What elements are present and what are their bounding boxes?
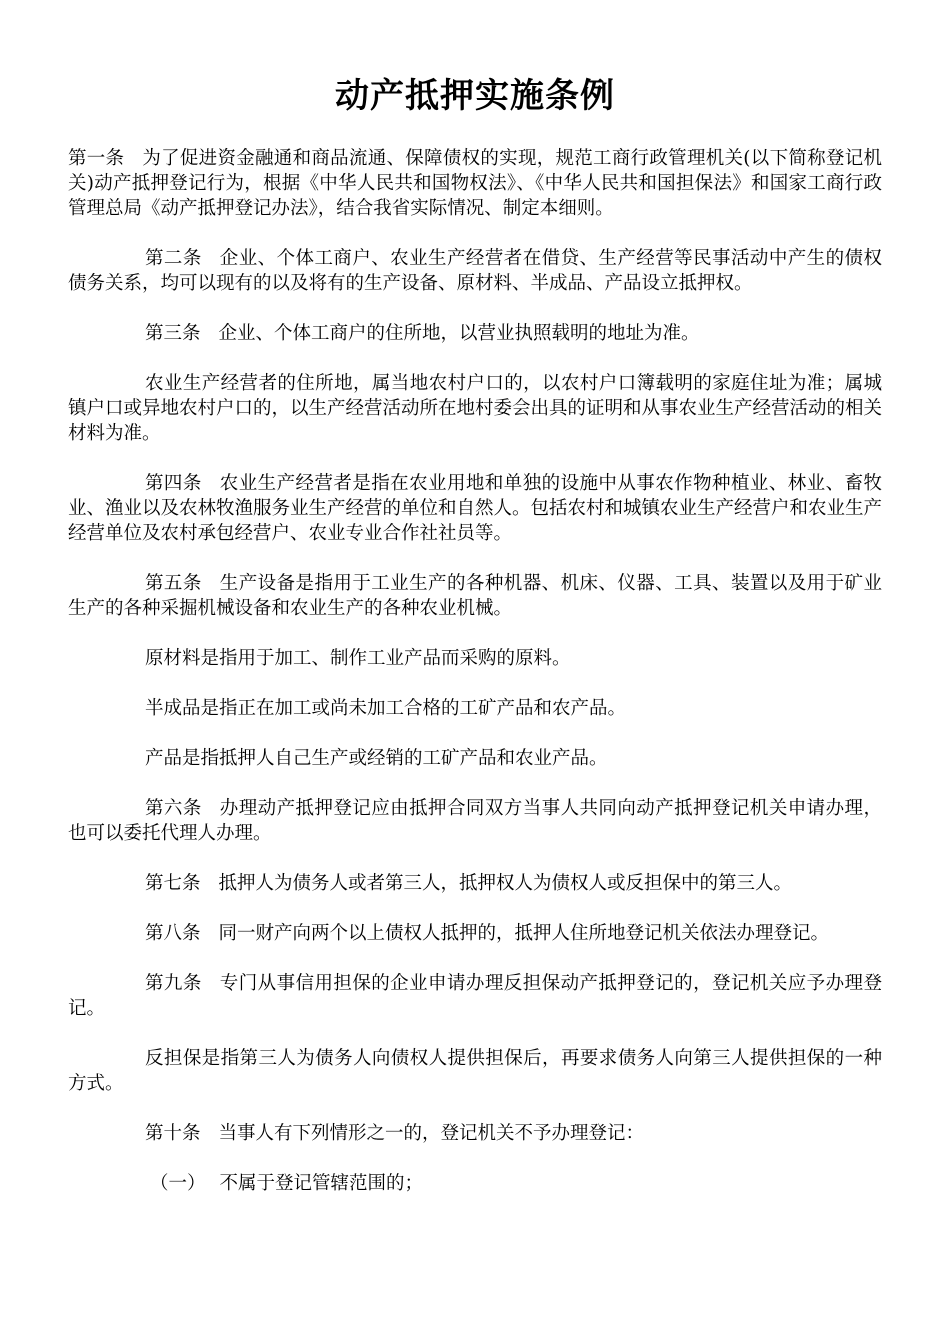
paragraph-article-4: [68, 471, 882, 546]
paragraph-article-9-cont: [68, 1046, 882, 1096]
paragraph-text: 农业生产经营者是指在农业用地和单独的设施中从事农作物种植业、林业、畜牧业、渔业以及农林牧渔服务业生产经营的单位和自然人。包括农村和城镇农业生产经营户和农业生产经营单位及农村承包经营户、农业专业合作社社员等。: [68, 473, 883, 544]
paragraph-article-6: [68, 796, 882, 846]
paragraph-text: 农业生产经营者的住所地，属当地农村户口的，以农村户口簿载明的家庭住址为准；属城镇户口或异地农村户口的，以生产经营活动所在地村委会出具的证明和从事农业生产经营活动的相关材料为准。: [68, 373, 883, 444]
paragraph-text: 半成品是指正在加工或尚未加工合格的工矿产品和农产品。: [145, 698, 627, 719]
article-number: 第四条: [145, 473, 202, 494]
paragraph-text: 企业、个体工商户、农业生产经营者在借贷、生产经营等民事活动中产生的债权债务关系，均可以现有的以及将有的生产设备、原材料、半成品、产品设立抵押权。: [68, 248, 882, 294]
article-number: 第一条: [68, 148, 125, 169]
paragraph-text: 同一财产向两个以上债权人抵押的，抵押人住所地登记机关依法办理登记。: [218, 923, 830, 944]
article-number: 第二条: [145, 248, 202, 269]
paragraph-article-5-cont-1: [68, 646, 882, 671]
paragraph-text: 企业、个体工商户的住所地，以营业执照载明的地址为准。: [218, 323, 700, 344]
paragraph-text: 反担保是指第三人为债务人向债权人提供担保后，再要求债务人向第三人提供担保的一种方式。: [68, 1048, 882, 1094]
item-text: 不属于登记管辖范围的；: [219, 1173, 424, 1194]
paragraph-text: 为了促进资金融通和商品流通、保障债权的实现，规范工商行政管理机关(以下简称登记机关)动产抵押登记行为，根据《中华人民共和国物权法》、《中华人民共和国担保法》和国家工商行政管理总局《动产抵押登记办法》，结合我省实际情况、制定本细则。: [68, 148, 882, 219]
paragraph-text: 生产设备是指用于工业生产的各种机器、机床、仪器、工具、装置以及用于矿业生产的各种采掘机械设备和农业生产的各种农业机械。: [68, 573, 882, 619]
paragraph-article-10: [68, 1121, 882, 1146]
paragraph-article-2: [68, 246, 882, 296]
paragraph-text: 抵押人为债务人或者第三人，抵押权人为债权人或反担保中的第三人。: [218, 873, 793, 894]
article-number: 第九条: [145, 973, 202, 994]
article-number: 第十条: [145, 1123, 201, 1144]
paragraph-text: 专门从事信用担保的企业申请办理反担保动产抵押登记的，登记机关应予办理登记。: [68, 973, 882, 1019]
paragraph-text: 原材料是指用于加工、制作工业产品而采购的原料。: [145, 648, 571, 669]
article-number: 第八条: [145, 923, 201, 944]
paragraph-article-9: [68, 971, 882, 1021]
paragraph-article-7: [68, 871, 882, 896]
paragraph-text: 办理动产抵押登记应由抵押合同双方当事人共同向动产抵押登记机关申请办理，也可以委托代理人办理。: [68, 798, 882, 844]
document-title: 动产抵押实施条例: [335, 76, 615, 116]
article-number: 第六条: [145, 798, 202, 819]
paragraph-article-3: [68, 321, 882, 346]
paragraph-article-5-cont-2: [68, 696, 882, 721]
article-number: 第三条: [145, 323, 201, 344]
paragraph-article-8: [68, 921, 882, 946]
paragraph-article-1: [68, 146, 882, 221]
article-number: 第七条: [145, 873, 201, 894]
paragraph-text: 产品是指抵押人自己生产或经销的工矿产品和农业产品。: [145, 748, 608, 769]
paragraph-article-5-cont-3: [68, 746, 882, 771]
item-number: （一）: [150, 1173, 206, 1194]
list-item: [68, 1171, 882, 1196]
paragraph-article-5: [68, 571, 882, 621]
paragraph-text: 当事人有下列情形之一的，登记机关不予办理登记：: [218, 1123, 645, 1144]
article-number: 第五条: [145, 573, 202, 594]
paragraph-article-3-cont: [68, 371, 882, 446]
